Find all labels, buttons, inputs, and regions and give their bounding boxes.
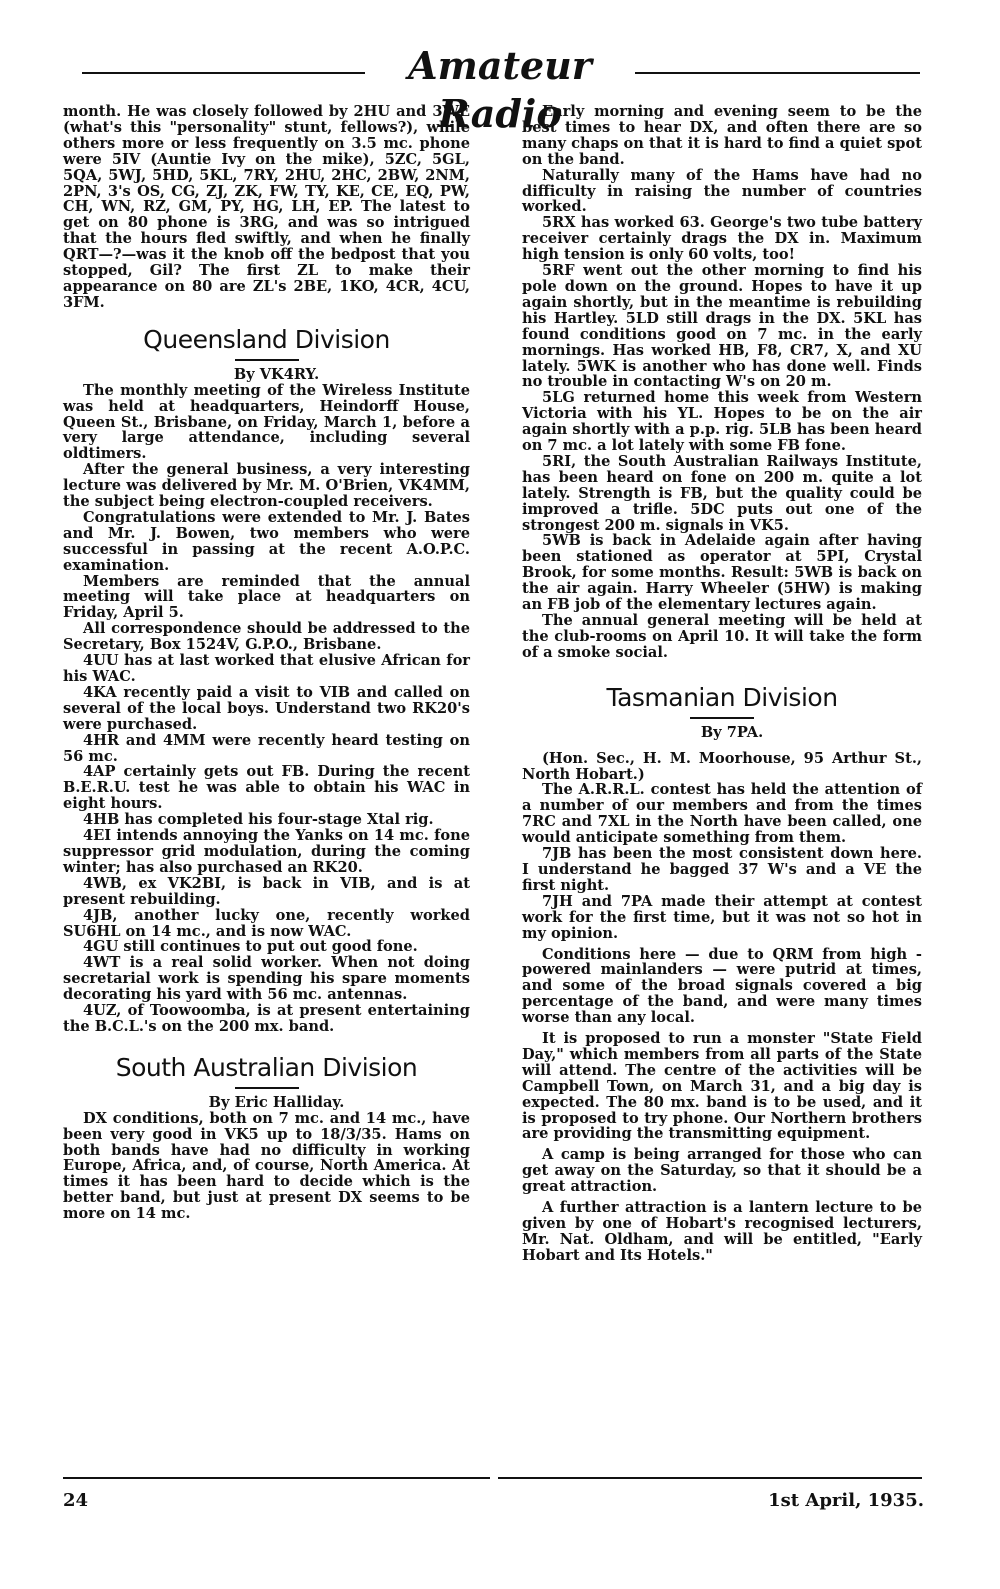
paragraph: 7JH and 7PA made their attempt at contest work for the first time, but it was not so hot in my opinion.	[522, 892, 922, 942]
paragraph: It is proposed to run a monster "State Field Day," which members from all parts of the State will attend. The centre of the activities will be Campbell Town, on March 31, and a big day is expected. The 80 mx. band is to be used, and it is proposed to try phone. Our Northern brothers are providing the transmitting equipment.	[522, 1030, 922, 1143]
header-rule-right	[628, 72, 920, 74]
footer-rule-left	[63, 1477, 490, 1479]
paragraph: Members are reminded that the annual meeting will take place at headquarters on Friday, April 5.	[63, 572, 470, 622]
paragraph: DX conditions, both on 7 mc. and 14 mc., have been very good in VK5 up to 18/3/35. Hams on both bands have had no difficulty in working Europe, Africa, and, of course, North America. At times it has been hard to decide which is the better band, but just at present DX seems to be more on 14 mc.	[63, 1109, 470, 1223]
south-australia-byline: By Eric Halliday.	[208, 1093, 345, 1111]
paragraph: The monthly meeting of the Wireless Institute was held at headquarters, Heindorff House, Queen St., Brisbane, on Friday, March 1, before a very large attendance, including several oldtimers.	[63, 381, 470, 463]
paragraph: After the general business, a very interesting lecture was delivered by Mr. M. O'Brien, VK4MM, the subject being electron-coupled receivers.	[63, 461, 470, 511]
paragraph: Conditions here — due to QRM from high - powered mainlanders — were putrid at times, and some of the broad signals covered a big percentage of the band, and were many times worse than any local.	[522, 945, 922, 1027]
paragraph: 5LG returned home this week from Western Victoria with his YL. Hopes to be on the air again shortly with a p.p. rig. 5LB has been heard on 7 mc. a lot lately with some FB fone.	[522, 389, 922, 455]
footer-rule-right	[498, 1477, 922, 1479]
paragraph: Early morning and evening seem to be the best times to hear DX, and often there are so many chaps on that it is hard to find a quiet spot on the band.	[522, 103, 922, 168]
paragraph: Naturally many of the Hams have had no difficulty in raising the number of countries worked.	[522, 166, 922, 216]
paragraph: 4GU still continues to put out good fone.	[83, 938, 418, 956]
masthead-title: Amateur Radio	[365, 42, 635, 138]
right-column	[522, 104, 922, 1264]
queensland-heading: Queensland Division	[143, 324, 390, 354]
queensland-byline: By VK4RY.	[233, 365, 320, 383]
issue-date: 1st April, 1935.	[768, 1490, 924, 1511]
paragraph: 5RI, the South Australian Railways Institute, has been heard on fone on 200 m. quite a lot lately. Strength is FB, but the quality could be improved a trifle. 5DC puts out one of the strongest 200 m. signals in VK5.	[522, 452, 922, 534]
paragraph: Congratulations were extended to Mr. J. Bates and Mr. J. Bowen, two members who were successful in passing at the recent A.O.P.C. examination.	[63, 508, 470, 574]
paragraph: 4AP certainly gets out FB. During the recent B.E.R.U. test he was able to obtain his WAC in eight hours.	[63, 763, 470, 813]
left-column	[63, 104, 470, 1222]
paragraph: All correspondence should be addressed to the Secretary, Box 1524V, G.P.O., Brisbane.	[63, 620, 470, 654]
south-australia-continued	[522, 104, 922, 661]
paragraph: The annual general meeting will be held at the club-rooms on April 10. It will take the form of a smoke social.	[522, 612, 922, 661]
paragraph: 4HR and 4MM were recently heard testing on 56 mc.	[63, 731, 470, 765]
paragraph: 4WT is a real solid worker. When not doing secretarial work is spending his spare moments decorating his yard with 56 mc. antennas.	[63, 954, 470, 1004]
paragraph: 4KA recently paid a visit to VIB and called on several of the local boys. Understand two RK20's were purchased.	[63, 683, 470, 733]
paragraph: 4UZ, of Toowoomba, is at present entertaining the B.C.L.'s on the 200 mx. band.	[63, 1002, 470, 1035]
tasmania-heading: Tasmanian Division	[606, 682, 838, 712]
paragraph: 4HB has completed his four-stage Xtal rig.	[83, 811, 434, 829]
paragraph: 5RX has worked 63. George's two tube battery receiver certainly drags the DX in. Maximum high tension is only 60 volts, too!	[522, 214, 922, 264]
paragraph: A further attraction is a lantern lecture to be given by one of Hobart's recognised lecturers, Mr. Nat. Oldham, and will be entitled, "Early Hobart and Its Hotels."	[522, 1199, 922, 1264]
paragraph: 5WB is back in Adelaide again after having been stationed as operator at 5PI, Crystal Brook, for some months. Result: 5WB is back on the air again. Harry Wheeler (5HW) is making an FB job of the elementary lectures again.	[522, 532, 922, 614]
paragraph: 4JB, another lucky one, recently worked SU6HL on 14 mc., and is now WAC.	[63, 906, 470, 940]
tasmania-byline: By 7PA.	[700, 723, 764, 741]
paragraph: 4WB, ex VK2BI, is back in VIB, and is at present rebuilding.	[63, 874, 470, 908]
heading-rule	[235, 359, 299, 361]
page-number: 24	[63, 1490, 89, 1511]
intro-paragraph: month. He was closely followed by 2HU and 3WE (what's this "personality" stunt, fellows?), while others more or less frequently on 3.5 mc. phone were 5IV (Auntie Ivy on the mike), 5ZC, 5GL, 5QA, 5WJ, 5HD, 5KL, 7RY, 2HU, 2HC, 2BW, 2NM, 2PN, 3's OS, CG, ZJ, ZK, FW, TY, KE, CE, EQ, PW, CH, WN, RZ, GM, PY, HG, LH, EP. The latest to get on 80 phone is 3RG, and was so intrigued that the hours fled swiftly, and when he finally QRT—?—was it the knob off the bedpost that you stopped, Gil? The first ZL to make their appearance on 80 are ZL's 2BE, 1KO, 4CR, 4CU, 3FM.	[63, 103, 470, 311]
queensland-body	[63, 383, 470, 1035]
header-rule-left	[82, 72, 372, 74]
paragraph: A camp is being arranged for those who can get away on the Saturday, so that it should be a great attraction.	[522, 1146, 922, 1196]
tasmania-body	[522, 751, 922, 1264]
south-australia-heading: South Australian Division	[115, 1052, 418, 1082]
paragraph: 4EI intends annoying the Yanks on 14 mc. fone suppressor grid modulation, during the coming winter; has also purchased an RK20.	[63, 827, 470, 876]
paragraph: 7JB has been the most consistent down here. I understand he bagged 37 W's and a VE the first night.	[522, 845, 922, 894]
paragraph: (Hon. Sec., H. M. Moorhouse, 95 Arthur St., North Hobart.)	[522, 749, 922, 783]
paragraph: 5RF went out the other morning to find his pole down on the ground. Hopes to have it up again shortly, but in the meantime is rebuilding his Hartley. 5LD still drags in the DX. 5KL has found conditions good on 7 mc. in the early mornings. Has worked HB, F8, CR7, X, and XU lately. 5WK is another who has done well. Finds no trouble in contacting W's on 20 m.	[522, 262, 922, 391]
heading-rule	[690, 717, 754, 719]
heading-rule	[235, 1087, 299, 1089]
paragraph: 4UU has at last worked that elusive African for his WAC.	[63, 652, 470, 685]
paragraph: The A.R.R.L. contest has held the attention of a number of our members and from the times 7RC and 7XL in the North have been called, one would anticipate something from them.	[522, 781, 922, 847]
south-australia-body	[63, 1111, 470, 1222]
